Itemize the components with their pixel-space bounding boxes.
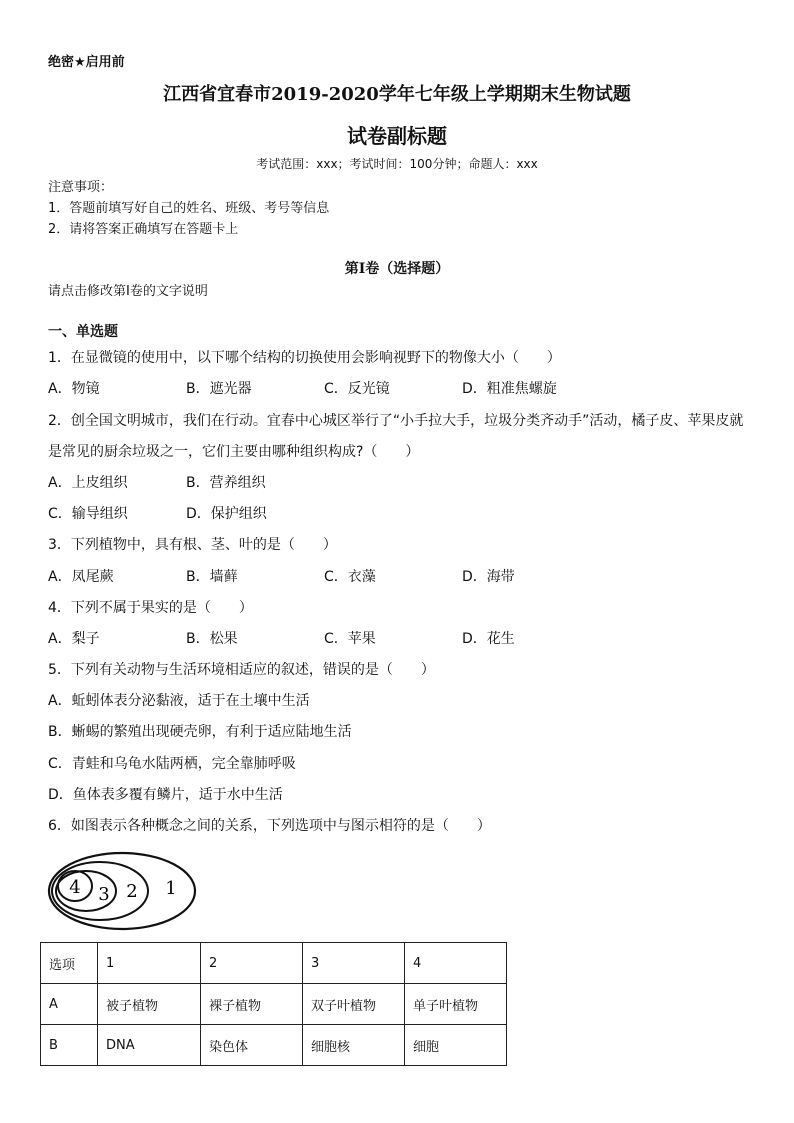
section-title: 一、单选题 <box>48 324 118 340</box>
table-header-cell: 2 <box>201 943 303 984</box>
table-header-cell: 3 <box>303 943 405 984</box>
question-3-option-d: D．海带 <box>462 569 515 585</box>
table-cell: 裸子植物 <box>201 984 303 1025</box>
diagram-label-4: 4 <box>69 877 81 898</box>
question-2-option-d: D．保护组织 <box>186 506 267 522</box>
question-2-option-a: A．上皮组织 <box>48 475 128 491</box>
question-3-stem: 3．下列植物中，具有根、茎、叶的是（ ） <box>48 537 337 553</box>
table-cell: DNA <box>98 1025 201 1066</box>
question-5-option-d: D．鱼体表多覆有鳞片，适于水中生活 <box>48 787 283 803</box>
table-header-row <box>41 943 507 984</box>
volume-description: 请点击修改第I卷的文字说明 <box>48 284 208 299</box>
table-row <box>41 984 507 1025</box>
question-1-option-d: D．粗准焦螺旋 <box>462 381 557 397</box>
table-header-cell: 选项 <box>41 943 98 984</box>
notes-heading: 注意事项： <box>48 180 114 195</box>
diagram-label-3: 3 <box>98 884 110 905</box>
question-3-option-a: A．凤尾蕨 <box>48 569 114 585</box>
question-2-stem-line-2: 是常见的厨余垃圾之一，它们主要由哪种组织构成?（ ） <box>48 444 420 460</box>
exam-info: 考试范围：xxx；考试时间：100分钟；命题人：xxx <box>256 157 538 171</box>
question-2-option-b: B．营养组织 <box>186 475 266 491</box>
question-2-option-c: C．输导组织 <box>48 506 128 522</box>
exam-title: 江西省宜春市2019-2020学年七年级上学期期末生物试题 <box>163 84 631 105</box>
question-5-option-a: A．蚯蚓体表分泌黏液，适于在土壤中生活 <box>48 693 310 709</box>
table-header-cell: 4 <box>405 943 507 984</box>
question-2-stem-line-1: 2．创全国文明城市，我们在行动。宜春中心城区举行了“小手拉大手，垃圾分类齐动手”活动，橘子皮、苹果皮就 <box>48 413 744 429</box>
nested-concept-diagram <box>46 850 198 932</box>
diagram-label-1: 1 <box>165 878 177 899</box>
question-1-stem: 1．在显微镜的使用中，以下哪个结构的切换使用会影响视野下的物像大小（ ） <box>48 350 561 366</box>
table-cell: 双子叶植物 <box>303 984 405 1025</box>
question-4-stem: 4．下列不属于果实的是（ ） <box>48 600 253 616</box>
question-5-option-c: C．青蛙和乌龟水陆两栖，完全靠肺呼吸 <box>48 756 296 772</box>
table-cell: 细胞 <box>405 1025 507 1066</box>
question-1-option-a: A．物镜 <box>48 381 100 397</box>
question-1-option-c: C．反光镜 <box>324 381 390 397</box>
table-cell: B <box>41 1025 98 1066</box>
table-header-cell: 1 <box>98 943 201 984</box>
exam-subtitle: 试卷副标题 <box>347 124 447 148</box>
table-cell: 单子叶植物 <box>405 984 507 1025</box>
note-item-2: 2．请将答案正确填写在答题卡上 <box>48 222 239 237</box>
volume-title: 第I卷（选择题） <box>344 261 450 277</box>
question-4-option-d: D．花生 <box>462 631 515 647</box>
table-row <box>41 1025 507 1066</box>
table-cell: 染色体 <box>201 1025 303 1066</box>
question-6-options-table <box>40 942 507 1066</box>
question-4-option-b: B．松果 <box>186 631 238 647</box>
diagram-label-2: 2 <box>126 881 138 902</box>
question-5-stem: 5．下列有关动物与生活环境相适应的叙述，错误的是（ ） <box>48 662 435 678</box>
question-6-stem: 6．如图表示各种概念之间的关系，下列选项中与图示相符的是（ ） <box>48 818 491 834</box>
question-4-option-c: C．苹果 <box>324 631 376 647</box>
question-4-option-a: A．梨子 <box>48 631 100 647</box>
secret-label: 绝密★启用前 <box>48 55 125 70</box>
question-3-option-b: B．墙藓 <box>186 569 238 585</box>
question-3-option-c: C．衣藻 <box>324 569 376 585</box>
question-1-option-b: B．遮光器 <box>186 381 252 397</box>
table-cell: 细胞核 <box>303 1025 405 1066</box>
note-item-1: 1．答题前填写好自己的姓名、班级、考号等信息 <box>48 201 330 216</box>
table-cell: 被子植物 <box>98 984 201 1025</box>
table-cell: A <box>41 984 98 1025</box>
question-5-option-b: B．蜥蜴的繁殖出现硬壳卵，有利于适应陆地生活 <box>48 724 352 740</box>
